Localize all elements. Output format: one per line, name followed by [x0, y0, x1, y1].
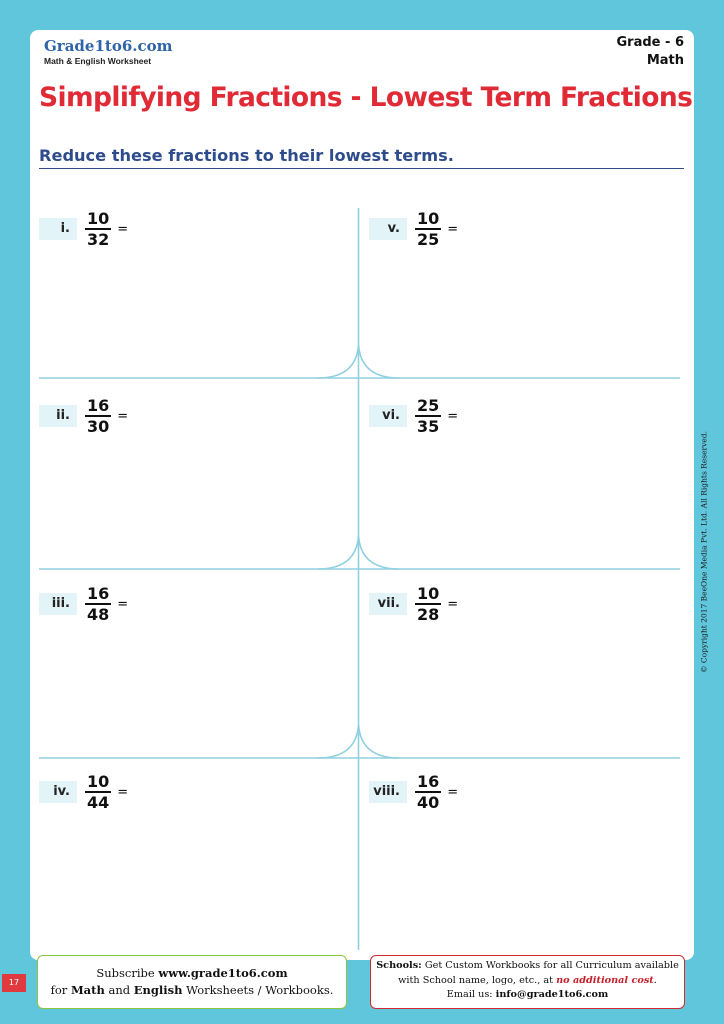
equals-sign: = — [447, 784, 459, 800]
problem-number: i. — [39, 218, 77, 240]
grade-label: Grade - 6 — [616, 35, 684, 50]
equals-sign: = — [117, 408, 129, 424]
equals-sign: = — [447, 596, 459, 612]
subscribe-prefix: Subscribe — [96, 966, 159, 980]
fraction — [85, 210, 111, 248]
problem-number: v. — [369, 218, 407, 240]
page-number: 17 — [2, 974, 26, 992]
brand-subtitle: Math & English Worksheet — [44, 56, 152, 66]
problem-number: vi. — [369, 405, 407, 427]
fraction-numerator: 10 — [87, 209, 110, 228]
fraction — [415, 773, 441, 811]
schools-box — [370, 955, 685, 1009]
schools-label: Schools: — [376, 960, 422, 971]
problem-number: viii. — [369, 781, 407, 803]
fraction-denominator: 30 — [87, 417, 110, 436]
schools-line2 — [371, 974, 684, 989]
subscribe-for: for — [50, 983, 71, 997]
subscribe-box — [37, 955, 347, 1009]
subject-label: Math — [646, 53, 684, 68]
problem-item — [39, 773, 128, 811]
schools-text1: Get Custom Workbooks for all Curriculum available — [421, 960, 679, 971]
fraction-numerator: 10 — [417, 209, 440, 228]
problem-number: iii. — [39, 593, 77, 615]
fraction-numerator: 16 — [87, 584, 110, 603]
copyright-text: © Copyright 2017 BeeOne Media Pvt. Ltd. All Rights Reserved. — [699, 431, 709, 673]
equals-sign: = — [117, 221, 129, 237]
fraction-numerator: 10 — [87, 772, 110, 791]
subscribe-and: and — [104, 983, 134, 997]
subscribe-link[interactable]: www.grade1to6.com — [158, 966, 288, 980]
problem-item — [39, 210, 128, 248]
fraction — [415, 210, 441, 248]
problem-number: ii. — [39, 405, 77, 427]
fraction-denominator: 44 — [87, 793, 110, 812]
problem-item — [39, 585, 128, 623]
problem-item — [369, 585, 458, 623]
fraction-denominator: 32 — [87, 230, 110, 249]
brand-name: Grade1to6.com — [44, 37, 173, 55]
email-label: Email us: — [446, 989, 496, 1000]
subscribe-line1 — [38, 965, 346, 982]
fraction — [415, 397, 441, 435]
fraction-numerator: 10 — [417, 584, 440, 603]
fraction-denominator: 28 — [417, 605, 440, 624]
email-link[interactable]: info@grade1to6.com — [495, 989, 609, 1000]
schools-text2: with School name, logo, etc., at — [398, 974, 557, 986]
instruction-text: Reduce these fractions to their lowest terms. — [39, 146, 454, 165]
subscribe-math: Math — [70, 983, 105, 997]
problem-item — [369, 397, 458, 435]
page-title: Simplifying Fractions - Lowest Term Fractions — [39, 82, 693, 113]
subscribe-english: English — [133, 983, 183, 997]
problem-item — [369, 210, 458, 248]
schools-line1 — [371, 959, 684, 974]
problem-item — [369, 773, 458, 811]
problem-number: vii. — [369, 593, 407, 615]
fraction — [415, 585, 441, 623]
fraction-denominator: 48 — [87, 605, 110, 624]
equals-sign: = — [447, 221, 459, 237]
schools-line3 — [371, 988, 684, 1003]
fraction-denominator: 25 — [417, 230, 440, 249]
fraction — [85, 585, 111, 623]
equals-sign: = — [117, 596, 129, 612]
equals-sign: = — [447, 408, 459, 424]
fraction-numerator: 16 — [87, 396, 110, 415]
equals-sign: = — [117, 784, 129, 800]
fraction-numerator: 25 — [417, 396, 440, 415]
fraction-numerator: 16 — [417, 772, 440, 791]
fraction-denominator: 40 — [417, 793, 440, 812]
schools-period: . — [653, 974, 657, 986]
fraction — [85, 397, 111, 435]
fraction-denominator: 35 — [417, 417, 440, 436]
problem-number: iv. — [39, 781, 77, 803]
problem-item — [39, 397, 128, 435]
fraction — [85, 773, 111, 811]
schools-highlight: no additional cost — [556, 974, 654, 986]
subscribe-tail: Worksheets / Workbooks. — [182, 983, 334, 997]
subscribe-line2 — [38, 982, 346, 999]
